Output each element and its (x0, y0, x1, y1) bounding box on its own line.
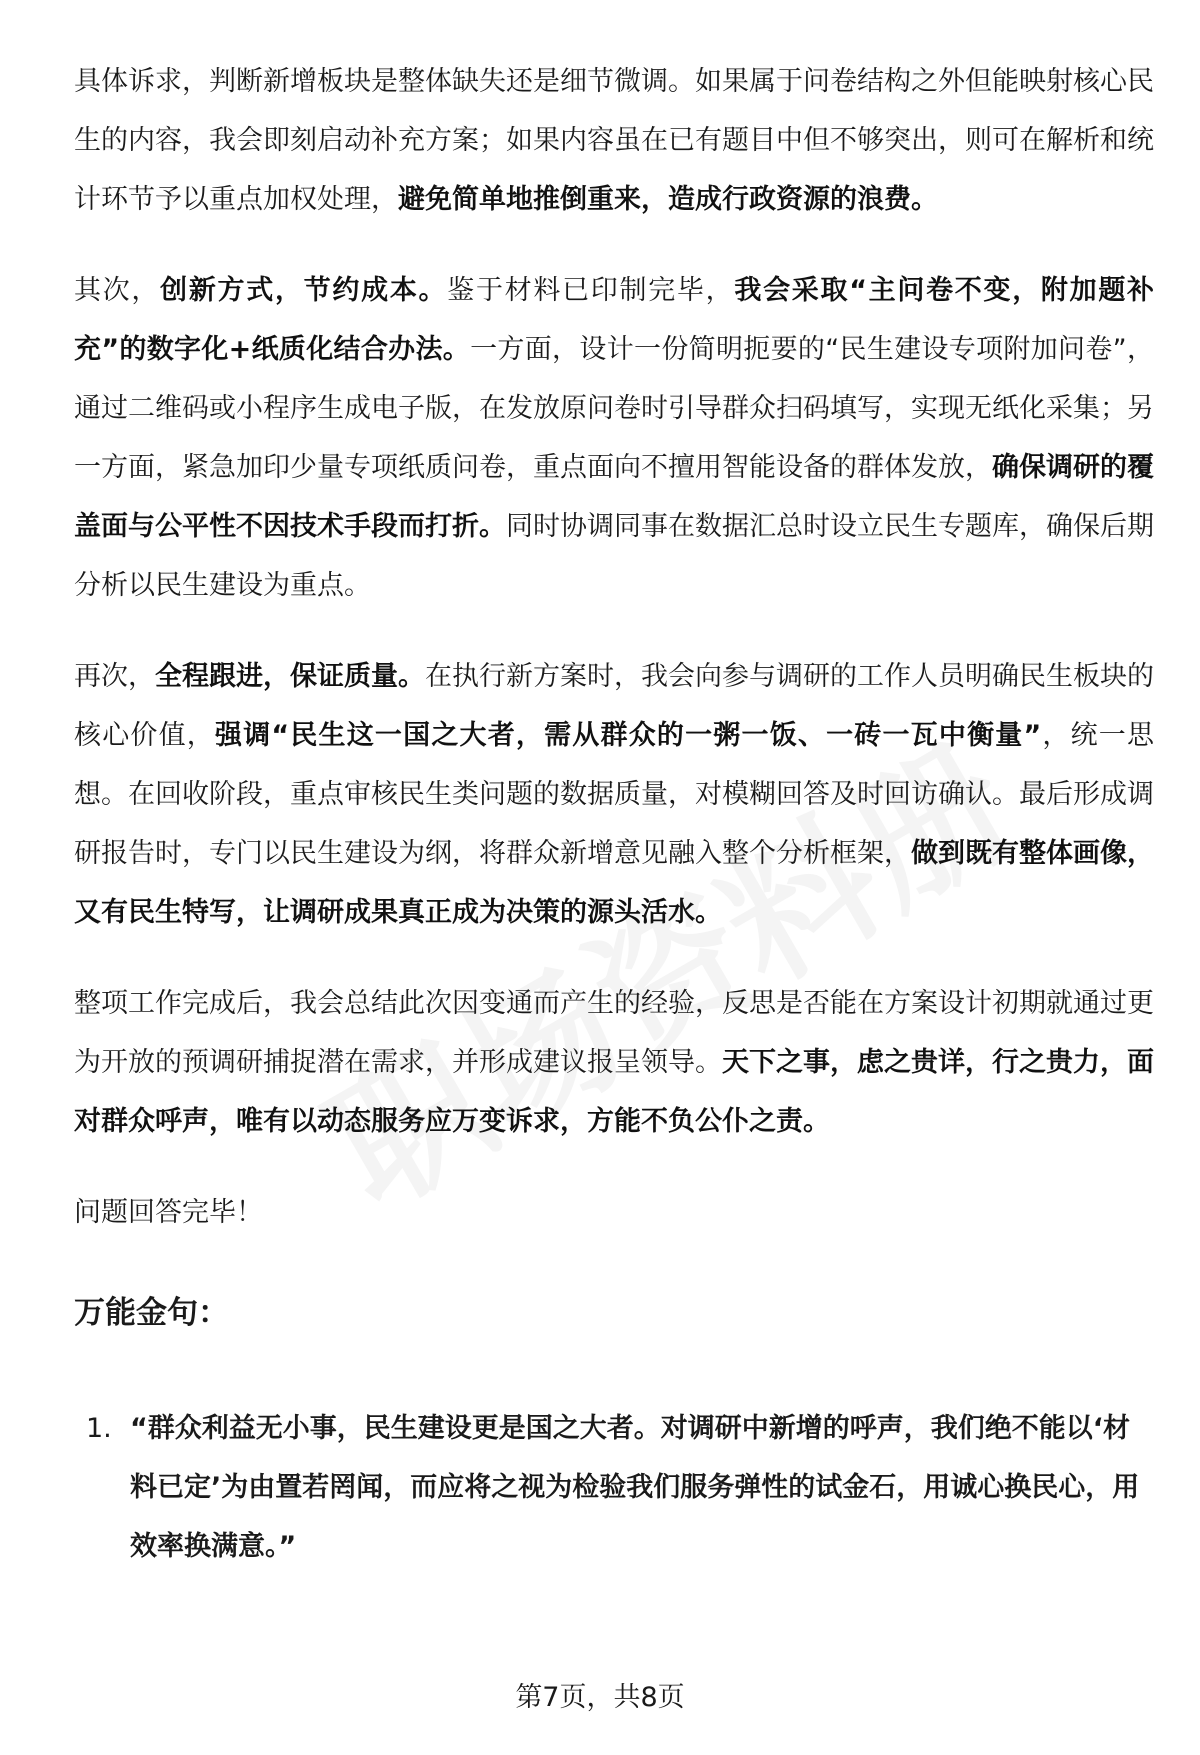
body-text: ，统一思想。在回收阶段，重点审核民生类问题的数据质量，对模糊回答及时回访确认。最后形成调研报告时，专门以民生建设为纲，将群众新增意见融入整个分析框架， (74, 720, 1155, 869)
bold-text: 做到既有整体画像，又有民生特写，让调研成果真正成为决策的源头活水。 (74, 838, 1154, 928)
bold-text: 创新方式，节约成本。 (160, 275, 448, 306)
paragraph (74, 647, 1154, 942)
body-text: 整项工作完成后，我会总结此次因变通而产生的经验，反思是否能在方案设计初期就通过更为开放的预调研捕捉潜在需求，并形成建议报呈领导。 (74, 988, 1154, 1078)
paragraph (74, 261, 1154, 615)
paragraph (74, 974, 1154, 1151)
body-text: 一方面，设计一份简明扼要的“民生建设专项附加问卷”，通过二维码或小程序生成电子版，在发放原问卷时引导群众扫码填写，实现无纸化采集；另一方面，紧急加印少量专项纸质问卷，重点面向不擅用智能设备的群体发放， (74, 334, 1154, 483)
body-text: 同时协调同事在数据汇总时设立民生专题库，确保后期分析以民生建设为重点。 (74, 511, 1154, 601)
bold-text: 天下之事，虑之贵详，行之贵力，面对群众呼声，唯有以动态服务应万变诉求，方能不负公仆之责。 (74, 1047, 1154, 1137)
body-text: 其次， (74, 275, 161, 306)
bold-text: 全程跟进，保证质量。 (155, 661, 425, 692)
paragraph (74, 52, 1154, 229)
body-text: 具体诉求，判断新增板块是整体缺失还是细节微调。如果属于问卷结构之外但能映射核心民生的内容，我会即刻启动补充方案；如果内容虽在已有题目中但不够突出，则可在解析和统计环节予以重点加权处理， (74, 66, 1154, 215)
paragraph-list (74, 52, 1154, 1151)
bold-text: 我会采取“主问卷不变，附加题补充”的数字化+纸质化结合办法。 (74, 275, 1155, 365)
page-footer: 第7页，共8页 (515, 1682, 685, 1713)
body-text: 再次， (74, 661, 155, 692)
quote-item (74, 1399, 1154, 1576)
quote-list (74, 1399, 1154, 1576)
body-text: 鉴于材料已印制完毕， (447, 275, 735, 306)
closing-line: 问题回答完毕！ (74, 1197, 263, 1228)
bold-text: 确保调研的覆盖面与公平性不因技术手段而打折。 (74, 452, 1154, 542)
list-number: 1. (86, 1413, 112, 1444)
quote-text: “群众利益无小事，民生建设更是国之大者。对调研中新增的呼声，我们绝不能以‘材料已定’为由置若罔闻，而应将之视为检验我们服务弹性的试金石，用诚心换民心，用效率换满意。” (130, 1413, 1140, 1562)
document-body (74, 52, 1154, 1576)
bold-text: 避免简单地推倒重来，造成行政资源的浪费。 (398, 184, 938, 215)
body-text: 在执行新方案时，我会向参与调研的工作人员明确民生板块的核心价值， (74, 661, 1154, 751)
bold-text: 强调“民生这一国之大者，需从群众的一粥一饭、一砖一瓦中衡量” (215, 720, 1042, 751)
section-heading: 万能金句： (74, 1295, 229, 1331)
